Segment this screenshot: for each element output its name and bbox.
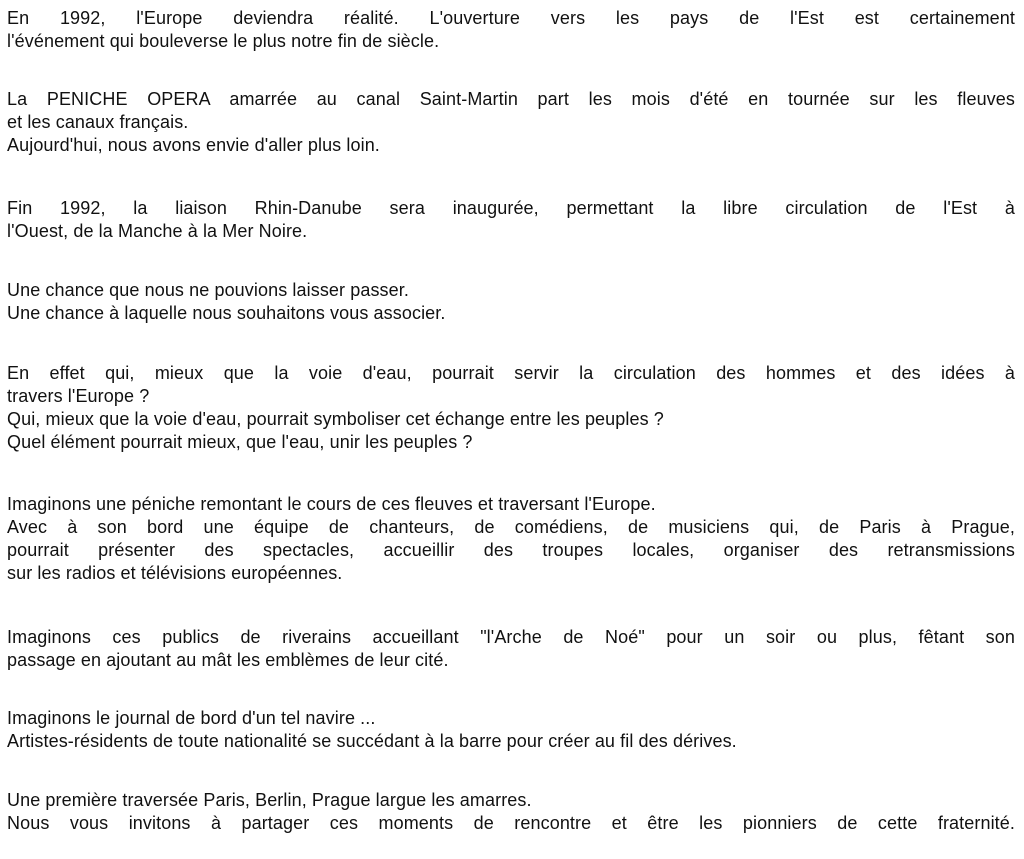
text-line: Imaginons ces publics de riverains accueillant "l'Arche de Noé" pour un soir ou plus, fêtant son bbox=[7, 627, 1015, 647]
text-line: sur les radios et télévisions européennes. bbox=[7, 563, 343, 583]
paragraph-imaginons-peniche bbox=[7, 493, 1015, 585]
paragraph-europe-1992 bbox=[7, 7, 1015, 53]
text-line: l'Ouest, de la Manche à la Mer Noire. bbox=[7, 221, 308, 241]
text-line: Artistes-résidents de toute nationalité se succédant à la barre pour créer au fil des dérives. bbox=[7, 731, 737, 751]
paragraph-voie-d-eau bbox=[7, 362, 1015, 454]
text-line: Imaginons une péniche remontant le cours de ces fleuves et traversant l'Europe. bbox=[7, 494, 656, 514]
text-line: travers l'Europe ? bbox=[7, 386, 150, 406]
paragraph-premiere-traversee bbox=[7, 789, 1015, 835]
text-line: Aujourd'hui, nous avons envie d'aller plus loin. bbox=[7, 135, 380, 155]
text-line: La PENICHE OPERA amarrée au canal Saint-Martin part les mois d'été en tournée sur les fleuves bbox=[7, 89, 1015, 109]
text-line: En 1992, l'Europe deviendra réalité. L'ouverture vers les pays de l'Est est certainement bbox=[7, 8, 1015, 28]
text-line: Une première traversée Paris, Berlin, Prague largue les amarres. bbox=[7, 790, 532, 810]
text-line: Qui, mieux que la voie d'eau, pourrait symboliser cet échange entre les peuples ? bbox=[7, 409, 664, 429]
text-line: l'événement qui bouleverse le plus notre fin de siècle. bbox=[7, 31, 440, 51]
paragraph-une-chance bbox=[7, 279, 1015, 325]
text-line: Imaginons le journal de bord d'un tel navire ... bbox=[7, 708, 376, 728]
text-line: Avec à son bord une équipe de chanteurs, de comédiens, de musiciens qui, de Paris à Prague, bbox=[7, 517, 1015, 537]
text-line: Une chance à laquelle nous souhaitons vous associer. bbox=[7, 303, 446, 323]
text-line: Fin 1992, la liaison Rhin-Danube sera inaugurée, permettant la libre circulation de l'Est à bbox=[7, 198, 1015, 218]
text-line: passage en ajoutant au mât les emblèmes de leur cité. bbox=[7, 650, 449, 670]
paragraph-imaginons-publics bbox=[7, 626, 1015, 672]
paragraph-peniche-opera bbox=[7, 88, 1015, 157]
text-line: et les canaux français. bbox=[7, 112, 189, 132]
text-line: Une chance que nous ne pouvions laisser passer. bbox=[7, 280, 409, 300]
text-line: pourrait présenter des spectacles, accueillir des troupes locales, organiser des retransmissions bbox=[7, 540, 1015, 560]
text-line: En effet qui, mieux que la voie d'eau, pourrait servir la circulation des hommes et des idées à bbox=[7, 363, 1015, 383]
paragraph-journal-de-bord bbox=[7, 707, 1015, 753]
paragraph-rhin-danube bbox=[7, 197, 1015, 243]
text-line: Nous vous invitons à partager ces moments de rencontre et être les pionniers de cette fraternité. bbox=[7, 813, 1015, 833]
text-line: Quel élément pourrait mieux, que l'eau, unir les peuples ? bbox=[7, 432, 473, 452]
